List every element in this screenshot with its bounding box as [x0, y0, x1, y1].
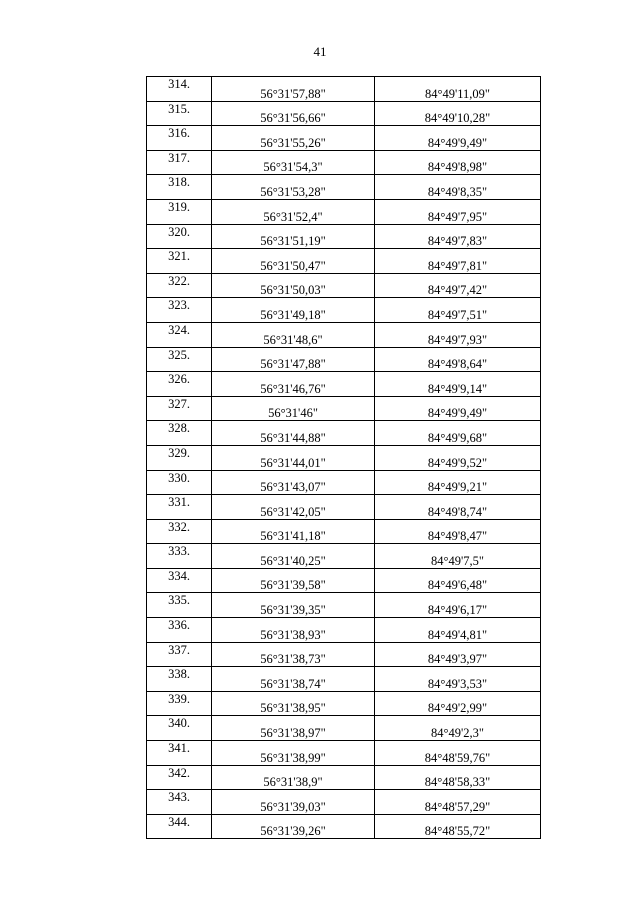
latitude: 56°31'50,47"	[212, 249, 375, 274]
point-number: 320.	[147, 224, 212, 249]
point-number: 329.	[147, 445, 212, 470]
table-row	[147, 101, 541, 126]
latitude: 56°31'38,99"	[212, 741, 375, 766]
longitude: 84°49'7,95"	[375, 199, 541, 224]
longitude: 84°49'9,68"	[375, 421, 541, 446]
latitude: 56°31'41,18"	[212, 519, 375, 544]
longitude: 84°48'59,76"	[375, 741, 541, 766]
point-number: 333.	[147, 544, 212, 569]
longitude: 84°49'9,21"	[375, 470, 541, 495]
point-number: 321.	[147, 249, 212, 274]
longitude: 84°49'7,42"	[375, 273, 541, 298]
longitude: 84°49'7,51"	[375, 298, 541, 323]
latitude: 56°31'49,18"	[212, 298, 375, 323]
page-number: 41	[313, 44, 327, 59]
latitude: 56°31'39,35"	[212, 593, 375, 618]
longitude: 84°49'9,49"	[375, 396, 541, 421]
point-number: 331.	[147, 495, 212, 520]
point-number: 339.	[147, 691, 212, 716]
table-row	[147, 691, 541, 716]
point-number: 338.	[147, 667, 212, 692]
point-number: 336.	[147, 618, 212, 643]
point-number: 344.	[147, 814, 212, 839]
point-number: 334.	[147, 568, 212, 593]
latitude: 56°31'38,73"	[212, 642, 375, 667]
longitude: 84°49'8,64"	[375, 347, 541, 372]
table-row	[147, 519, 541, 544]
latitude: 56°31'52,4"	[212, 199, 375, 224]
table-row	[147, 741, 541, 766]
point-number: 323.	[147, 298, 212, 323]
longitude: 84°49'10,28"	[375, 101, 541, 126]
table-row	[147, 421, 541, 446]
latitude: 56°31'38,97"	[212, 716, 375, 741]
longitude: 84°49'8,98"	[375, 150, 541, 175]
table-row	[147, 568, 541, 593]
latitude: 56°31'39,26"	[212, 814, 375, 839]
table-row	[147, 77, 541, 102]
point-number: 343.	[147, 790, 212, 815]
longitude: 84°49'9,49"	[375, 126, 541, 151]
latitude: 56°31'39,58"	[212, 568, 375, 593]
longitude: 84°48'58,33"	[375, 765, 541, 790]
point-number: 324.	[147, 322, 212, 347]
latitude: 56°31'53,28"	[212, 175, 375, 200]
coordinates-table	[146, 76, 541, 839]
point-number: 318.	[147, 175, 212, 200]
longitude: 84°49'8,47"	[375, 519, 541, 544]
longitude: 84°49'7,93"	[375, 322, 541, 347]
point-number: 340.	[147, 716, 212, 741]
longitude: 84°49'11,09"	[375, 77, 541, 102]
table-row	[147, 814, 541, 839]
table-row	[147, 716, 541, 741]
latitude: 56°31'56,66"	[212, 101, 375, 126]
longitude: 84°49'2,99"	[375, 691, 541, 716]
table-row	[147, 445, 541, 470]
table-row	[147, 273, 541, 298]
longitude: 84°49'2,3"	[375, 716, 541, 741]
table-row	[147, 126, 541, 151]
table-row	[147, 618, 541, 643]
table-row	[147, 396, 541, 421]
point-number: 315.	[147, 101, 212, 126]
table-row	[147, 495, 541, 520]
latitude: 56°31'44,88"	[212, 421, 375, 446]
latitude: 56°31'50,03"	[212, 273, 375, 298]
table-row	[147, 642, 541, 667]
table-row	[147, 249, 541, 274]
longitude: 84°49'3,97"	[375, 642, 541, 667]
latitude: 56°31'48,6"	[212, 322, 375, 347]
latitude: 56°31'39,03"	[212, 790, 375, 815]
point-number: 341.	[147, 741, 212, 766]
table-row	[147, 790, 541, 815]
point-number: 337.	[147, 642, 212, 667]
table-row	[147, 372, 541, 397]
point-number: 314.	[147, 77, 212, 102]
table-row	[147, 150, 541, 175]
longitude: 84°49'3,53"	[375, 667, 541, 692]
longitude: 84°49'7,83"	[375, 224, 541, 249]
latitude: 56°31'46"	[212, 396, 375, 421]
latitude: 56°31'38,93"	[212, 618, 375, 643]
latitude: 56°31'38,74"	[212, 667, 375, 692]
point-number: 325.	[147, 347, 212, 372]
longitude: 84°49'7,81"	[375, 249, 541, 274]
point-number: 316.	[147, 126, 212, 151]
point-number: 328.	[147, 421, 212, 446]
longitude: 84°49'6,48"	[375, 568, 541, 593]
longitude: 84°49'4,81"	[375, 618, 541, 643]
latitude: 56°31'55,26"	[212, 126, 375, 151]
point-number: 322.	[147, 273, 212, 298]
table-row	[147, 199, 541, 224]
latitude: 56°31'40,25"	[212, 544, 375, 569]
table-row	[147, 322, 541, 347]
longitude: 84°49'9,14"	[375, 372, 541, 397]
latitude: 56°31'54,3"	[212, 150, 375, 175]
table-row	[147, 765, 541, 790]
latitude: 56°31'43,07"	[212, 470, 375, 495]
point-number: 342.	[147, 765, 212, 790]
latitude: 56°31'38,95"	[212, 691, 375, 716]
table-row	[147, 667, 541, 692]
table-row	[147, 224, 541, 249]
table-row	[147, 175, 541, 200]
point-number: 335.	[147, 593, 212, 618]
longitude: 84°49'8,74"	[375, 495, 541, 520]
latitude: 56°31'51,19"	[212, 224, 375, 249]
point-number: 319.	[147, 199, 212, 224]
longitude: 84°49'9,52"	[375, 445, 541, 470]
point-number: 332.	[147, 519, 212, 544]
point-number: 327.	[147, 396, 212, 421]
table-row	[147, 298, 541, 323]
latitude: 56°31'57,88"	[212, 77, 375, 102]
longitude: 84°49'7,5"	[375, 544, 541, 569]
latitude: 56°31'44,01"	[212, 445, 375, 470]
point-number: 330.	[147, 470, 212, 495]
latitude: 56°31'38,9"	[212, 765, 375, 790]
longitude: 84°49'8,35"	[375, 175, 541, 200]
point-number: 326.	[147, 372, 212, 397]
table-row	[147, 544, 541, 569]
coordinates-table-body	[147, 77, 541, 839]
latitude: 56°31'47,88"	[212, 347, 375, 372]
longitude: 84°48'57,29"	[375, 790, 541, 815]
table-row	[147, 593, 541, 618]
latitude: 56°31'46,76"	[212, 372, 375, 397]
longitude: 84°49'6,17"	[375, 593, 541, 618]
point-number: 317.	[147, 150, 212, 175]
latitude: 56°31'42,05"	[212, 495, 375, 520]
longitude: 84°48'55,72"	[375, 814, 541, 839]
table-row	[147, 347, 541, 372]
table-row	[147, 470, 541, 495]
